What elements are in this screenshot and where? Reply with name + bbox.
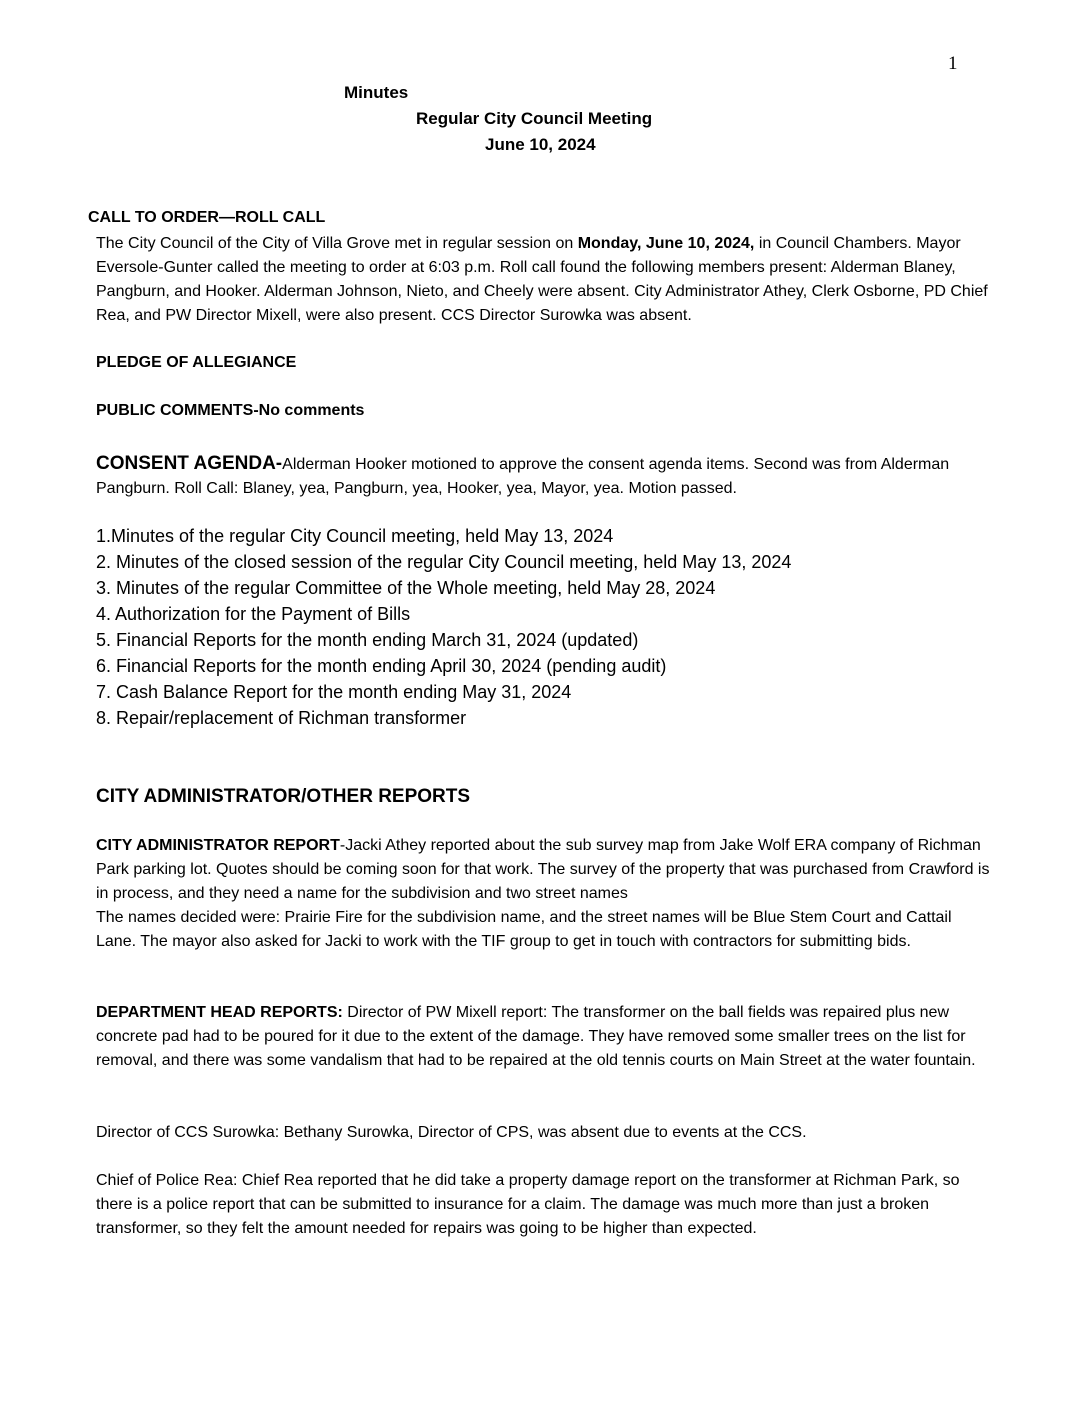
list-item: 7. Cash Balance Report for the month ending May 31, 2024 (96, 682, 572, 702)
list-item: 3. Minutes of the regular Committee of the Whole meeting, held May 28, 2024 (96, 578, 716, 598)
list-item: 1.Minutes of the regular City Council meeting, held May 13, 2024 (96, 526, 614, 546)
call-to-order-text-b: in Council Chambers. Mayor Eversole-Gunter called the meeting to order at 6:03 p.m. Roll call found the following members present: Alderman Blaney, Pangburn, and Hooker. Alderman Johnson, Nieto, and Cheely were absent. City Administrator Athey, Clerk Osborne, PD Chief Rea, and PW Director Mixell, were also present. CCS Director Surowka was absent. (96, 235, 988, 324)
call-to-order-text-a: The City Council of the City of Villa Grove met in regular session on (96, 235, 578, 252)
list-item: 5. Financial Reports for the month ending March 31, 2024 (updated) (96, 630, 639, 650)
title-meeting: Regular City Council Meeting (416, 109, 653, 128)
list-item: 2. Minutes of the closed session of the regular City Council meeting, held May 13, 2024 (96, 552, 792, 572)
public-comments-heading: PUBLIC COMMENTS-No comments (96, 402, 365, 419)
call-to-order-text (96, 232, 996, 328)
list-item: 8. Repair/replacement of Richman transformer (96, 708, 467, 728)
page-number: 1 (948, 53, 958, 74)
admin-report-heading: CITY ADMINISTRATOR REPORT (96, 837, 340, 854)
pledge-heading: PLEDGE OF ALLEGIANCE (96, 354, 297, 371)
meeting-date-bold: Monday, June 10, 2024, (577, 235, 755, 252)
admin-report-text1: -Jacki Athey reported about the sub survey map from Jake Wolf ERA company of Richman Park parking lot. Quotes should be coming soon for that work. The survey of the property that was purchased from Crawford is in process, and they need a name for the subdivision and two street names (96, 837, 990, 902)
title-date: June 10, 2024 (485, 135, 596, 154)
police-report: Chief of Police Rea: Chief Rea reported that he did take a property damage report on the transformer at Richman Park, so there is a police report that can be submitted to insurance for a claim. The damage was much more than just a broken transformer, so they felt the amount needed for repairs was going to be higher than expected. (96, 1172, 960, 1237)
ccs-report: Director of CCS Surowka: Bethany Surowka, Director of CPS, was absent due to events at the CCS. (96, 1124, 807, 1141)
call-to-order-heading: CALL TO ORDER—ROLL CALL (88, 209, 326, 226)
consent-agenda (96, 451, 976, 501)
consent-items-list (96, 523, 791, 731)
reports-heading: CITY ADMINISTRATOR/OTHER REPORTS (96, 786, 471, 807)
admin-report (96, 834, 991, 954)
consent-agenda-heading: CONSENT AGENDA- (96, 453, 283, 474)
list-item: 6. Financial Reports for the month ending April 30, 2024 (pending audit) (96, 656, 667, 676)
pw-report-text: Director of PW Mixell report: The transformer on the ball fields was repaired plus new concrete pad had to be poured for it due to the extent of the damage. They have removed some smaller trees on the list for removal, and there was some vandalism that had to be repaired at the old tennis courts on Main Street at the water fountain. (96, 1004, 976, 1069)
consent-agenda-text: Alderman Hooker motioned to approve the consent agenda items. Second was from Alderman Pangburn. Roll Call: Blaney, yea, Pangburn, yea, Hooker, yea, Mayor, yea. Motion passed. (96, 456, 950, 497)
dept-reports (96, 1001, 976, 1073)
admin-report-text2: The names decided were: Prairie Fire for the subdivision name, and the street names will be Blue Stem Court and Cattail Lane. The mayor also asked for Jacki to work with the TIF group to get in touch with contractors for submitting bids. (96, 909, 952, 950)
dept-reports-heading: DEPARTMENT HEAD REPORTS: (96, 1004, 343, 1021)
list-item: 4. Authorization for the Payment of Bills (96, 604, 411, 624)
title-minutes: Minutes (344, 83, 409, 102)
